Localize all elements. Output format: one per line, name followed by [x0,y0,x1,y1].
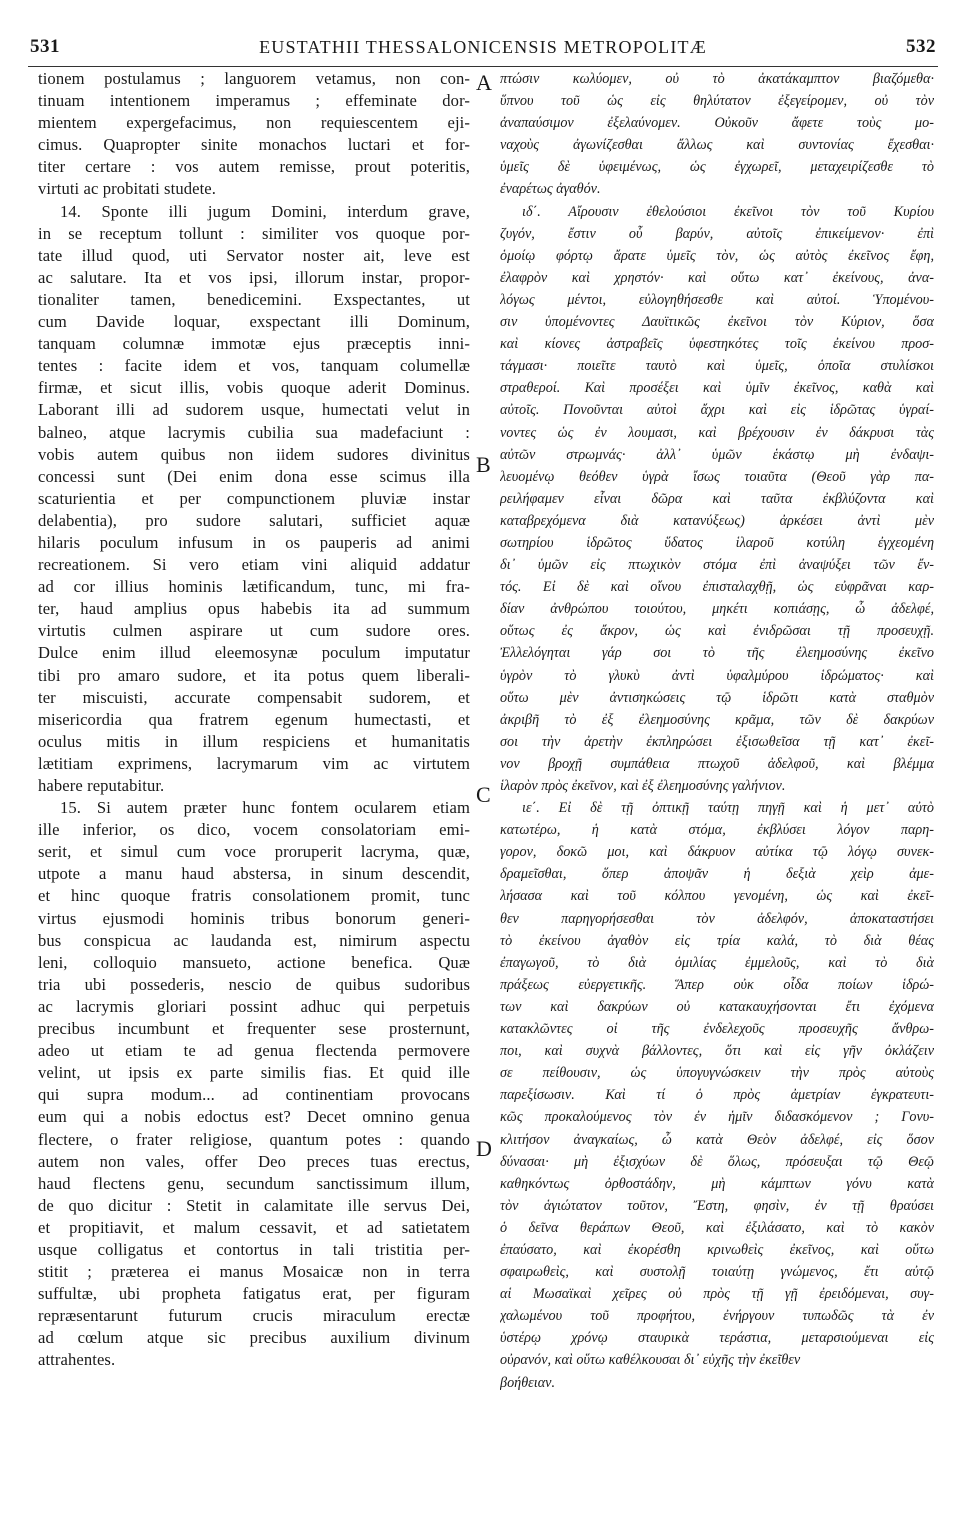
margin-marker-d: D [476,1136,492,1161]
text-line: σφαιρωθεὶς, καὶ συστολῇ τοιαύτῃ γνώμενος, ἔτι αὐτῷ [500,1264,934,1281]
text-line: πράξεως εὐεργετικῆς. Ἅπερ οὐκ οἶδα ποίων ἱδρώ- [500,976,934,993]
text-line: ἀκριβῆ τὸ ἐξ ἐλεημοσύνης κρᾶμα, τῶν δὲ δακρύων [500,711,934,728]
text-line: ter, haud amplius opus habebis ita ad summum [38,599,470,619]
text-line: ζυγόν, ἔστιν οὗ βαρύν, αὐτοῖς ἐπικείμενον· ἐπὶ [500,225,934,242]
text-line: leni, colloquio mansueto, actione benefica. Quæ [38,952,470,972]
page-number-right: 532 [906,36,936,57]
text-line: ac salutare. Ita et vos ipsi, illorum instar, propor- [38,267,470,287]
text-line: Dulce enim illud eleemosynæ poculum imputatur [38,643,470,663]
text-line: firmæ, et sicut illis, vobis quoque aderit Dominus. [38,378,470,398]
text-line: tanquam columnæ immotæ ejus præceptis inni- [38,334,470,354]
text-line: δραμεῖσθαι, ὅπερ ἀποψᾶν ἡ δεξιὰ χεὶρ ἀμε- [500,866,934,883]
text-line: tionaliter tamen, benedicemini. Exspectantes, ut [38,289,470,309]
text-line: adeo ut etiam te ad genua flectenda permovere [38,1041,470,1061]
text-line: νοντες ὡς ἐν λουμασι, καὶ βρέχουσιν ἐν δάκρυσι τὰς [500,424,934,441]
text-line: tibi pro amaro sudore, et ita potus quem liberali- [38,665,470,685]
text-line: concessi sunt (Dei enim dona esse scimus illa [38,466,470,486]
greek-column [500,68,934,1394]
text-line: utpote a manu haud abstersa, in sinum descendit, [38,864,470,884]
text-line: ναχοὺς ἀγωνίζεσθαι ἄλλως καὶ συντονίας ἔχεσθαι· [500,137,934,154]
text-line: ἐπαύσατο, καὶ ἐκορέσθη κρινωθεὶς ἐκεῖνος, καὶ οὕτω [500,1241,934,1258]
latin-column [38,68,470,1372]
text-line: recreationem. Si vero etiam vini aliquid addatur [38,555,470,575]
text-line: δύνασαι· μὴ ἐξισχύων δὲ ὅλως, πρόσευξαι τῷ Θεῷ [500,1153,934,1170]
text-line: ille inferior, os dico, vocem consolatoriam emi- [38,820,470,840]
text-line: παρεξίσωσιν. Καὶ τί ὁ πρὸς ἀμετρίαν ἐγκρατευτι- [500,1087,934,1104]
text-line: ἐπαγωγοῦ, τὸ διὰ ὁμιλίας ἐμμελοῦς, καὶ τὸ διὰ [500,954,934,971]
text-line: in se receptum tollunt : similiter vos quoque por- [38,223,470,243]
page-number-left: 531 [30,36,60,57]
text-line: χαλωμένου τοῦ προφήτου, ἐνήργουν τυπωδῶς τὰ ἐν [500,1308,934,1325]
text-line: δίαν ἀνθρώπου τοιούτου, μηκέτι κοπιάσῃς, ὦ ἀδελφέ, [500,601,934,618]
text-line: αἱ Μωσαϊκαὶ χεῖρες οὐ πρὸς τῇ γῇ ἐρειδόμεναι, συγ- [500,1286,934,1303]
text-line: καθηκόντως ὀρθοστάδην, μὴ κάμπτων γόνυ κατὰ [500,1175,934,1192]
text-line: balneo, atque lacrymis cubilia sua madefaciunt : [38,422,470,442]
text-line: στραθεροί. Καὶ προσέξει καὶ ὑμῖν ἐκεῖνος, καθὰ καὶ [500,380,934,397]
text-line: ὑστέρῳ χρόνῳ σταυρικὰ τεράστια, μεταρσιούμεναι εἰς [500,1330,934,1347]
text-line: Laborant illi ad sudorem usque, humectati velut in [38,400,470,420]
text-line: θεν παρηγορήσεσθαι τὸν ἀδελφόν, ἀποκαταστήσει [500,910,934,927]
text-line: tate illud quod, uti Servator noster ait, leve est [38,245,470,265]
text-line: 14. Sponte illi jugum Domini, interdum grave, [60,201,470,221]
text-line: haud flectens genu, secundum sanctissimum illum, [38,1173,470,1193]
text-line: ἐναρέτως ἀγαθόν. [500,181,601,198]
text-line: ὁμοίῳ φόρτῳ ἄρατε ὑμεῖς τὸν, ὡς αὐτὸς ἐκεῖνος ἔφη, [500,247,934,264]
margin-marker-c: C [476,782,491,807]
text-line: cimus. Quapropter sinite monachos luctari et for- [38,135,470,155]
text-line: virtus ejusmodi hominis tribus bonorum generi- [38,908,470,928]
text-line: autem non vales, offer Deo preces tuas erectus, [38,1151,470,1171]
text-line: 15. Si autem præter hunc fontem ocularem etiam [60,798,470,818]
text-line: repræsentarunt futurum crucis miraculum erectæ [38,1306,470,1326]
text-line: ter miscuisti, accurate compensabit sudorem, et [38,687,470,707]
text-line: cum Davide loquar, exspectant illi Dominum, [38,312,470,332]
text-line: ἐλαφρὸν καὶ χρηστόν· καὶ οὕτω κατ᾽ ἐκείνους, ἀνα- [500,269,934,286]
text-line: misericordia qua fratrem egenum humectasti, et [38,709,470,729]
text-line: vobis autem quibus non iidem sudores divinitus [38,444,470,464]
text-line: bus conspicua ac laudanda est, nimirum aspectu [38,930,470,950]
text-line: κλιτήσον ἀναγκαίως, ὦ κατὰ Θεὸν ἀδελφέ, εἰς ὅσον [500,1131,934,1148]
text-line: γορον, δοκῶ μοι, καὶ δάκρυον αὐτίκα τῷ λόγῳ συνεκ- [500,844,934,861]
text-line: flectere, o frater religiose, quantum potes : quando [38,1129,470,1149]
text-line: habere reputabitur. [38,776,165,795]
text-line: Ἐλλελόγηται γάρ σοι τὸ τῆς ἐλεημοσύνης ἐκεῖνο [500,645,934,662]
text-line: et hinc quoque fratris consolationem promit, tunc [38,886,470,906]
text-line: οὐρανόν, καὶ οὕτω καθέλκουσαι δι᾽ εὐχῆς τὴν ἐκεῖθεν [500,1352,801,1369]
text-line: et propitiavit, et malum cessavit, et ad satietatem [38,1217,470,1237]
text-line: ποι, καὶ συχνὰ βάλλοντες, ὅτι καὶ εἰς γῆν ὀκλάζειν [500,1043,934,1060]
running-title: EUSTATHII THESSALONICENSIS METROPOLITÆ [259,37,707,57]
text-line: tionem postulamus ; languorem vetamus, non con- [38,69,470,88]
text-line: ὑμεῖς δὲ ὑφειμένως, ὡς ἐγχωρεῖ, μεταχειρίζεσθε τὸ [500,159,934,176]
text-line: serit, et simul cum voce proruperit lacryma, quæ, [38,842,470,862]
text-line: νον βροχῇ συμπάθεια πτωχοῦ ἀδελφοῦ, καὶ βλέμμα [500,755,934,772]
text-line: ὑγρὸν τὸ γλυκὺ ἀντὶ ὑφαλμύρου ἱδρώματος· καὶ [500,667,934,684]
text-line: eum qui a nobis edoctus est? Decet omnino genua [38,1107,470,1127]
text-line: de quo dicitur : Stetit in calamitate ille servus Dei, [38,1195,470,1215]
text-line: δι᾽ ὑμῶν εἰς πτωχικὸν στόμα ἐπὶ ἀναψύξει τῶν ἔν- [500,557,934,574]
text-line: σιν ὑπομένοντες Δαυϊτικῶς ἐκεῖνοι τὸν Κύριον, ὅσα [500,314,934,331]
text-line: καταβρεχόμενα διὰ κατανύξεως) ἀρκέσει ἀντὶ μὲν [500,512,934,529]
text-line: ἱλαρὸν πρὸς ἐκεῖνον, καὶ ἐξ ἐλεημοσύνης γαλήνιον. [500,778,786,794]
text-line: stitit ; præterea ei manus Mosaicæ non in terra [38,1262,470,1282]
text-line: αὐτῶν στρωμνάς· ἀλλ᾽ ὑμῶν ἑκάστῳ μὴ ἐνδαψι- [500,446,934,463]
text-line: ad cor illius hominis lætificandum, tunc, mi fra- [38,577,470,597]
text-line: qui supra modum... ad continentiam provocans [38,1085,470,1105]
text-line: ὕπνου τοῦ ὡς εἰς θηλύτατον ἐξεγείρομεν, οὐ τὸν [500,93,934,110]
text-line: ad cœlum atque sic precibus auxilium divinum [38,1328,470,1348]
text-line: ιε΄. Εἰ δὲ τῇ ὀπτικῇ ταύτῃ πηγῇ καὶ ἡ μετ᾽ αὐτὸ [522,800,934,817]
text-line: οὕτως ἐς ἄκρον, ὡς καὶ ἐνιδρῶσαι τῇ προσευχῇ. [500,623,934,640]
text-line: τὸ ἐκείνου ἀγαθὸν εἰς τρία καλά, τὸ διὰ θέας [500,932,934,949]
margin-marker-a: A [476,70,492,95]
text-line: σωτηρίου ἱδρῶτος ὕδατος ἱλαροῦ κοτύλη ἐγχεομένη [500,534,934,551]
text-line: τάγμασι· ποιεῖτε ταυτὸ καὶ ὑμεῖς, ὁποῖα στυλίσκοι [500,358,934,375]
text-line: τὸν ἁγιώτατον τοῦτον, Ἔστη, φησὶν, ἐν τῇ θραύσει [500,1197,934,1214]
text-line: tria ubi possederis, nescio de quibus sudoribus [38,974,470,994]
text-line: velint, ut ipsis ex parte similis fias. Et quid ille [38,1063,470,1083]
text-line: scaturientia et per compunctionem pluviæ instar [38,488,470,508]
text-line: κῶς προκαλούμενος τὸν ἐν ἡμῖν διδασκόμενον ; Γονυ- [500,1109,934,1126]
text-line: ρειλήφαμεν εἶναι δῶρα καὶ ταῦτα ἐκβλύζοντα καὶ [500,490,934,507]
margin-marker-b: B [476,452,491,477]
text-line: των καὶ δακρύων οὐ κατακαυχήσονται ἔτι ἐχόμενα [500,998,934,1015]
text-line: ac lacrymis gloriari possint adhuc qui perpetuis [38,996,470,1016]
text-line: λευομένῳ θεόθεν ὑγρὰ ἴσως τοιαῦτα (Θεοῦ γὰρ πα- [500,468,934,485]
text-line: βοήθειαν. [500,1374,555,1391]
text-line: κατωτέρω, ἡ κατὰ στόμα, ἐκβλύσει λόγον παρη- [500,822,934,839]
text-line: λήσασα καὶ τοῦ κόλπου γενομένη, ὡς καὶ ἐκεῖ- [500,888,934,905]
text-line: lætitiam exprimens, lacrymarum vim ac virtutem [38,753,470,773]
text-line: delabentia), pro sudore salutari, sufficiet aquæ [38,510,470,530]
text-line: ἀναπαύσιμον ἐξελαύνομεν. Οὐκοῦν ἄφετε τοὺς μο- [500,115,934,132]
text-line: mientem expergefacimus, non requiescentem eji- [38,113,470,133]
text-line: tinuam intentionem imperamus ; effeminate dor- [38,91,470,111]
text-line: οὕτω μὲν ἀντισηκώσεις τῷ ἱδρῶτι κατὰ σταθμὸν [500,689,934,706]
text-line: titer certare : vos autem remisse, prout poteritis, [38,157,470,177]
header-rule [28,66,938,67]
text-line: κατακλῶντες οἱ τῆς ἐνδελεχοῦς προσευχῆς ἄνθρω- [500,1021,934,1038]
text-line: virtutis culmen aspirare ut cum sudore ores. [38,621,470,641]
text-line: usque colligatus et contortus in tali tristitia per- [38,1239,470,1259]
text-line: πτώσιν κωλύομεν, οὐ τὸ ἀκατάκαμπτον βιαζόμεθα· [500,71,934,87]
text-line: ὁ δεῖνα θεράπων Θεοῦ, καὶ ἐξιλάσατο, καὶ τὸ κακὸν [500,1219,934,1236]
page-header [30,36,936,66]
text-line: suffultæ, ubi propheta fatigatus erat, per figuram [38,1284,470,1304]
text-line: ιδ΄. Αἴρουσιν ἐθελούσιοι ἐκεῖνοι τὸν τοῦ Κυρίου [522,203,934,220]
text-line: attrahentes. [38,1350,116,1370]
text-line: hilaris poculum infusum in os pauperis ad animi [38,532,470,552]
text-line: λόγως μέντοι, εὐλογηθήσεσθε καὶ αὐτοί. Ὑπομένου- [500,291,934,308]
text-line: σε πείθουσιν, ὡς ὑπογυγνώσκειν τὴν πρὸς αὐτοὺς [500,1065,934,1082]
text-line: precibus incumbunt et frequenter sese prosternunt, [38,1019,470,1039]
text-line: τός. Εἰ δὲ καὶ οἴνου ἐπισταλαχθῇ, ὡς εὐφρᾶναι καρ- [500,579,934,596]
text-line: tentes : facite idem et vos, tanquam columellæ [38,356,470,376]
text-line: καὶ κίονες ἀστραβεῖς ὑφεστηκότες τοῖς ἐκείνου προσ- [500,336,934,353]
text-line: σοι τὴν ἀρετὴν ἐκπληρώσει ἐξισωθεῖσα τῇ κατ᾽ ἐκεῖ- [500,733,934,750]
text-line: virtuti ac probitati studete. [38,179,217,199]
text-line: αὐτοῖς. Πονοῦνται αὐτοὶ ἄχρι καὶ εἰς ἱδρῶτας ὑγραί- [500,402,934,419]
text-line: oculus mitis in illum respiciens et humanitatis [38,731,470,751]
